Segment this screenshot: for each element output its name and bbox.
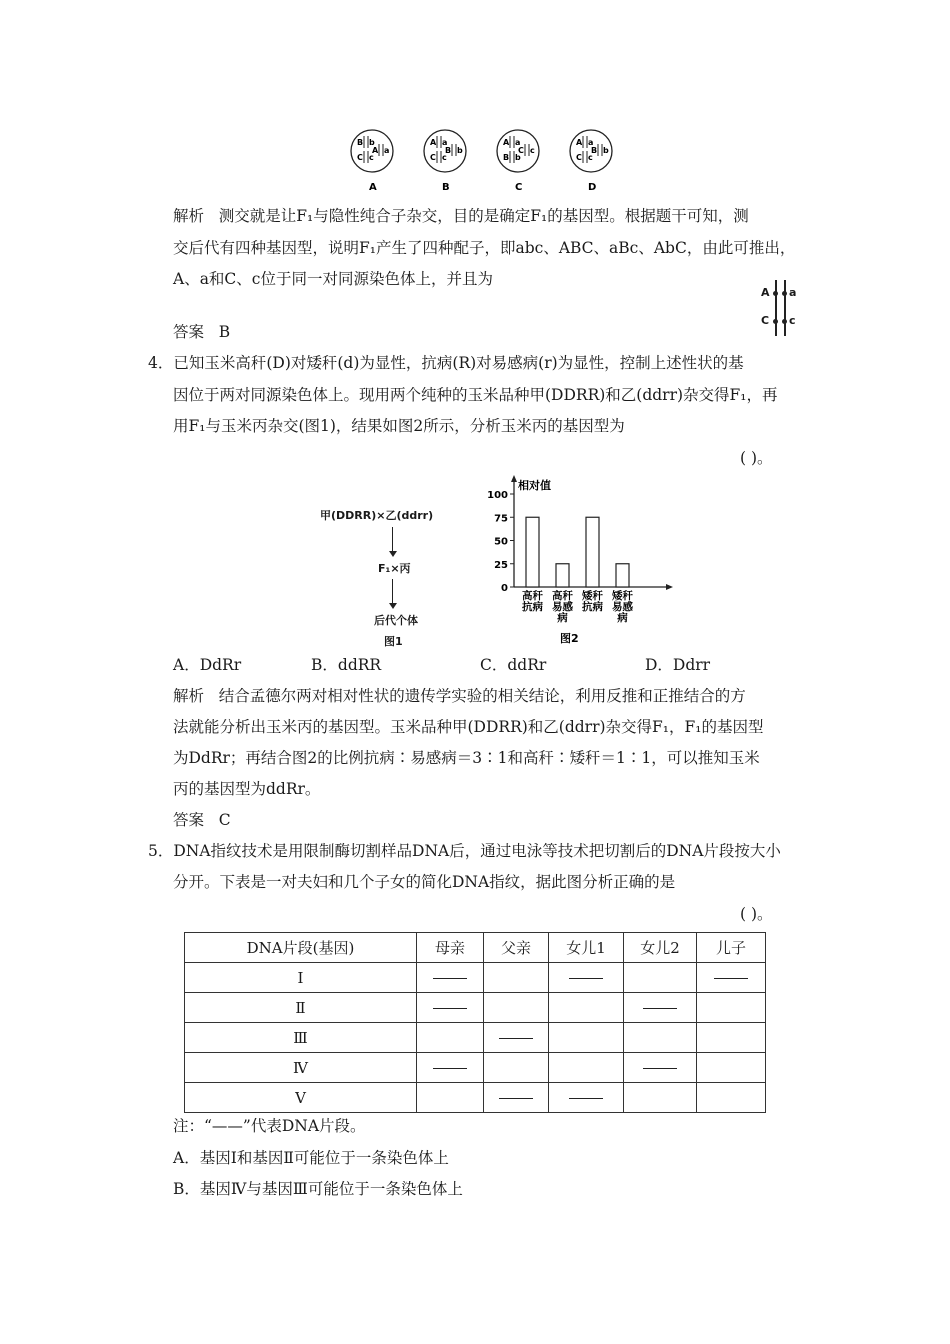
gene-label: A [430, 138, 437, 147]
x-tick-label: 矮秆 [612, 590, 633, 602]
chart-title: 相对值 [518, 479, 551, 492]
table-header-row [185, 933, 766, 963]
gene-label: B [445, 146, 452, 155]
q4-option-c: C．ddRr [480, 656, 547, 674]
gene-label: B [503, 153, 510, 162]
x-tick-label: 高秆 [522, 590, 543, 602]
header-gene: DNA片段(基因) [185, 933, 417, 963]
fingerprint-cell [624, 1083, 697, 1113]
x-tick-label: 抗病 [522, 601, 543, 613]
gene-cell: Ⅳ [185, 1053, 417, 1083]
q4-answer-label: 答案 [173, 811, 205, 829]
gene-label: a [515, 138, 521, 147]
fig1-offspring: 后代个体 [374, 614, 418, 627]
q3-analysis-line-2: 交后代有四种基因型，说明F₁产生了四种配子，即abc、ABC、aBc、AbC，由此可推出， [173, 239, 796, 257]
q4-answer-blank: ( )。 [740, 449, 773, 467]
dna-band-mark [499, 1038, 533, 1039]
dna-band-mark [499, 1098, 533, 1099]
y-tick-label: 50 [494, 536, 508, 548]
gene-label: A [576, 138, 583, 147]
gene-label: A [503, 138, 510, 147]
x-axis-arrow [666, 584, 673, 590]
gene-cell: Ⅲ [185, 1023, 417, 1053]
q5-stem-line-2: 分开。下表是一对夫妇和几个子女的简化DNA指纹，据此图分析正确的是 [173, 873, 676, 891]
y-tick-label: 25 [494, 559, 508, 571]
fingerprint-cell [697, 1023, 766, 1053]
q5-stem-line-1: 5．DNA指纹技术是用限制酶切割样品DNA后，通过电泳等技术把切割后的DNA片段按大小 [148, 842, 781, 860]
fingerprint-cell [697, 963, 766, 993]
figure-1 [320, 505, 470, 648]
fingerprint-cell [697, 993, 766, 1023]
gene-label: A [372, 146, 379, 155]
dna-fingerprint-table [184, 932, 766, 1113]
gene-cell: Ⅰ [185, 963, 417, 993]
fingerprint-cell [549, 993, 624, 1023]
fingerprint-cell [417, 1053, 484, 1083]
fingerprint-cell [624, 963, 697, 993]
fingerprint-cell [549, 1083, 624, 1113]
q4-option-d: D．Ddrr [645, 656, 711, 674]
chromosome-pair-diagram [760, 278, 800, 338]
fingerprint-cell [484, 1083, 549, 1113]
q4-analysis-line-4: 丙的基因型为ddRr。 [173, 780, 321, 798]
fingerprint-cell [549, 963, 624, 993]
gene-label: b [369, 138, 375, 147]
q3-analysis-line-3: A、a和C、c位于同一对同源染色体上，并且为 [173, 270, 493, 288]
header-father: 父亲 [484, 933, 549, 963]
dna-band-mark [643, 1068, 677, 1069]
x-tick-label: 抗病 [582, 601, 603, 613]
y-axis-arrow [511, 475, 517, 482]
fingerprint-cell [417, 1083, 484, 1113]
dna-band-mark [569, 1098, 603, 1099]
fingerprint-cell [417, 963, 484, 993]
q4-analysis-line-2: 法就能分析出玉米丙的基因型。玉米品种甲(DDRR)和乙(ddrr)杂交得F₁，F₁的基因型 [173, 718, 764, 736]
gene-label: b [515, 153, 521, 162]
table-row [185, 1053, 766, 1083]
q4-stem-line-2: 因位于两对同源染色体上。现用两个纯种的玉米品种甲(DDRR)和乙(ddrr)杂交得F₁，再 [173, 386, 778, 404]
gene-label: b [457, 146, 463, 155]
gene-label: C [357, 153, 363, 162]
dna-band-mark [433, 1068, 467, 1069]
gene-label: C [430, 153, 436, 162]
table-row [185, 1083, 766, 1113]
gene-label: c [369, 153, 374, 162]
gene-label: c [442, 153, 447, 162]
fingerprint-cell [484, 1053, 549, 1083]
cell-diagrams [350, 128, 640, 198]
fig1-f1-cross: F₁×丙 [378, 562, 411, 575]
q5-option-a: A．基因Ⅰ和基因Ⅱ可能位于一条染色体上 [173, 1149, 449, 1167]
gene-label: C [576, 153, 582, 162]
dna-band-mark [433, 1008, 467, 1009]
q4-analysis-line-3: 为DdRr；再结合图2的比例抗病∶易感病＝3∶1和高秆∶矮秆＝1∶1，可以推知玉米 [173, 749, 760, 767]
y-tick-label: 0 [501, 583, 508, 594]
fingerprint-cell [417, 1023, 484, 1053]
gene-label: a [384, 146, 390, 155]
fig1-cross: 甲(DDRR)×乙(ddrr) [320, 509, 434, 522]
fingerprint-cell [484, 1023, 549, 1053]
dna-band-mark [714, 978, 748, 979]
q3-analysis-line-1: 测交就是让F₁与隐性纯合子杂交，目的是确定F₁的基因型。根据题干可知，测 [218, 207, 749, 225]
q4-option-a: A．DdRr [173, 656, 242, 674]
header-mother: 母亲 [417, 933, 484, 963]
gene-label: c [588, 153, 593, 162]
fingerprint-cell [624, 1053, 697, 1083]
gene-label: a [442, 138, 448, 147]
table-row [185, 963, 766, 993]
fingerprint-cell [549, 1023, 624, 1053]
dna-band-mark [643, 1008, 677, 1009]
x-tick-label: 矮秆 [582, 590, 603, 602]
cell-option-label: C [515, 182, 523, 193]
bar [616, 564, 629, 587]
bar [586, 517, 599, 587]
chromosome-label-A: A [761, 286, 770, 299]
header-daughter-1: 女儿1 [549, 933, 624, 963]
gene-label: c [530, 146, 535, 155]
gene-label: C [518, 146, 524, 155]
fingerprint-cell [624, 993, 697, 1023]
header-daughter-2: 女儿2 [624, 933, 697, 963]
q5-answer-blank: ( )。 [740, 905, 773, 923]
fingerprint-cell [697, 1083, 766, 1113]
gene-cell: Ⅱ [185, 993, 417, 1023]
q4-analysis-line-1: 结合孟德尔两对相对性状的遗传学实验的相关结论，利用反推和正推结合的方 [218, 687, 746, 705]
q3-answer: B [218, 323, 231, 341]
chromosome-label-a: a [789, 286, 797, 299]
table-row [185, 993, 766, 1023]
fingerprint-cell [549, 1053, 624, 1083]
x-tick-label: 易感 [612, 601, 633, 613]
cell-option-label: D [588, 182, 597, 193]
q3-analysis-label: 解析 [173, 207, 205, 225]
cell-option-label: B [442, 182, 450, 193]
q5-note: 注：“——”代表DNA片段。 [173, 1117, 366, 1135]
gene-label: b [603, 146, 609, 155]
cell-option-label: A [369, 182, 377, 193]
q4-stem-line-1: 4．已知玉米高秆(D)对矮秆(d)为显性，抗病(R)对易感病(r)为显性，控制上述性状的基 [148, 354, 744, 372]
q5-option-b: B．基因Ⅳ与基因Ⅲ可能位于一条染色体上 [173, 1180, 463, 1198]
q4-stem-line-3: 用F₁与玉米丙杂交(图1)，结果如图2所示，分析玉米丙的基因型为 [173, 417, 625, 435]
gene-label: B [591, 146, 598, 155]
fig1-caption: 图1 [384, 635, 403, 648]
q4-answer: C [218, 811, 231, 829]
chart-caption: 图2 [560, 632, 579, 645]
gene-label: a [588, 138, 594, 147]
chromosome-label-C: C [761, 314, 770, 327]
fingerprint-cell [484, 993, 549, 1023]
x-tick-label: 病 [557, 612, 568, 624]
figure-2-chart [480, 472, 680, 652]
fingerprint-cell [484, 963, 549, 993]
x-tick-label: 易感 [552, 601, 573, 613]
fingerprint-cell [624, 1023, 697, 1053]
bar [556, 564, 569, 587]
q4-analysis-label: 解析 [173, 687, 205, 705]
fingerprint-cell [417, 993, 484, 1023]
q4-option-b: B．ddRR [311, 656, 382, 674]
bar [526, 517, 539, 587]
q3-answer-label: 答案 [173, 323, 205, 341]
dna-band-mark [433, 978, 467, 979]
chromosome-label-c: c [789, 314, 796, 327]
table-row [185, 1023, 766, 1053]
gene-cell: Ⅴ [185, 1083, 417, 1113]
y-tick-label: 75 [494, 513, 508, 525]
gene-label: B [357, 138, 364, 147]
fingerprint-cell [697, 1053, 766, 1083]
dna-band-mark [569, 978, 603, 979]
x-tick-label: 病 [617, 612, 628, 624]
y-tick-label: 100 [487, 490, 508, 501]
header-son: 儿子 [697, 933, 766, 963]
x-tick-label: 高秆 [552, 590, 573, 602]
